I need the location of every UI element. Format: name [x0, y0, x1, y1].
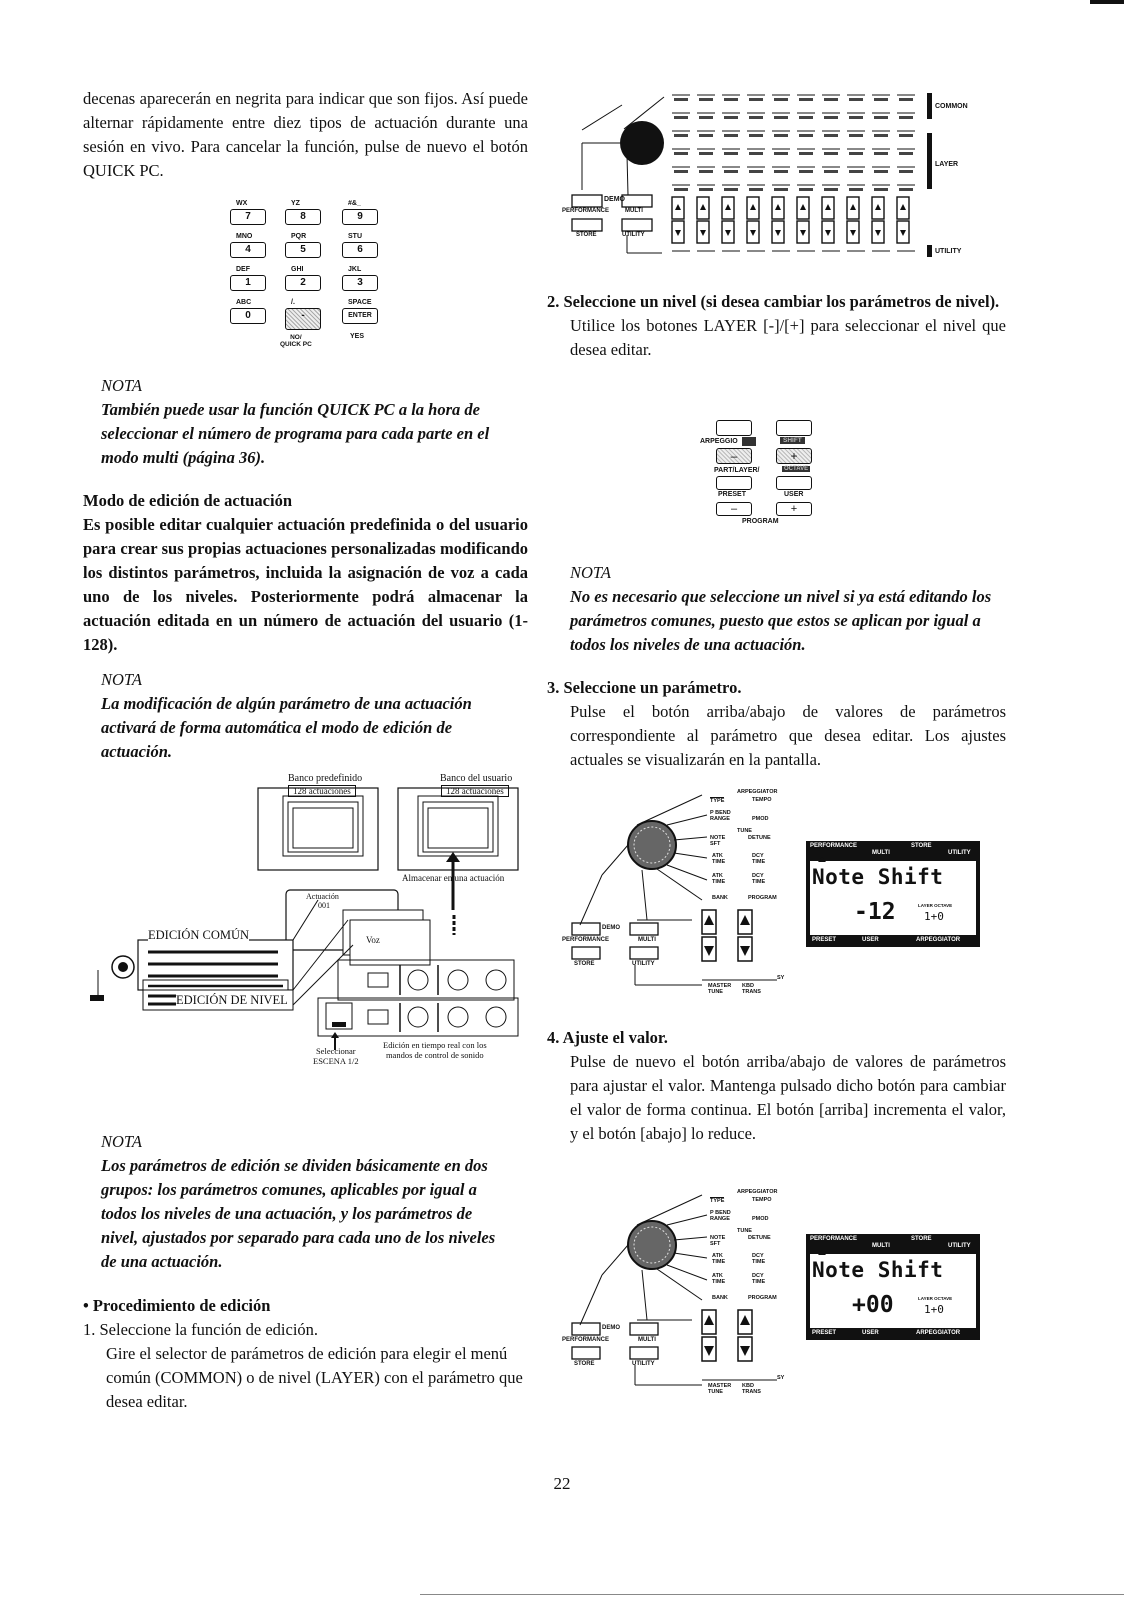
knob-figure-1 — [562, 785, 982, 1020]
param-label-text — [849, 134, 863, 137]
step2-block — [547, 290, 1006, 362]
param-label-text — [799, 134, 813, 137]
lcd1-bottom-arp: ARPEGGIATOR — [916, 937, 961, 943]
almacenar-label: Almacenar en una actuación — [402, 873, 505, 883]
k2-atk2: ATK TIME — [712, 1273, 726, 1285]
step4-body: Pulse de nuevo el botón arriba/abajo de valores de parámetros para ajustar el valor. Mantenga pulsado dicho botón para cambiar el valor de forma continua. El botón [arriba] incrementa el valor, y el botón [abajo] lo reduce. — [570, 1052, 1006, 1143]
quick-pc-label: NO/ QUICK PC — [280, 334, 312, 348]
arrow-down-icon — [825, 230, 831, 236]
param-label-text — [674, 116, 688, 119]
keypad-toplabel: MNO — [236, 233, 253, 240]
keypad-key-6[interactable]: 6 — [342, 242, 378, 258]
param-label-text — [899, 188, 913, 191]
arrow-up-icon — [825, 204, 831, 210]
banco-usr-label: Banco del usuario — [440, 773, 513, 784]
param-label-text — [799, 152, 813, 155]
arrow-up-icon — [800, 204, 806, 210]
keypad-toplabel: JKL — [348, 266, 362, 273]
k1-tempo: TEMPO — [752, 797, 772, 803]
step3-body: Pulse el botón arriba/abajo de valores de parámetros correspondiente al parámetro que desea editar. Los ajustes actuales se visualizarán en la pantalla. — [570, 702, 1006, 769]
keypad-toplabel: STU — [348, 233, 362, 240]
param-label-text — [799, 188, 813, 191]
param-label-text — [749, 188, 763, 191]
keypad-toplabel: SPACE — [348, 299, 372, 306]
k1-store: STORE — [574, 961, 595, 967]
k1-utility: UTILITY — [632, 961, 655, 967]
k2-performance: PERFORMANCE — [562, 1337, 610, 1343]
keypad-key-9[interactable]: 9 — [342, 209, 378, 225]
layer-plus-button[interactable] — [776, 448, 812, 464]
param-label-text — [799, 98, 813, 101]
nota2-block — [83, 668, 528, 764]
keypad-toplabel: ABC — [236, 299, 252, 306]
param-label-text — [774, 134, 788, 137]
param-label-text — [799, 116, 813, 119]
k2-program: PROGRAM — [748, 1295, 777, 1301]
param-label-text — [724, 134, 738, 137]
arrow-down-icon — [775, 230, 781, 236]
nota2-text: La modificación de algún parámetro de una actuación activará de forma automática el modo de edición de actuación. — [101, 694, 472, 761]
k2-note: NOTE SFT — [710, 1235, 726, 1247]
arpeggio-label: ARPEGGIO — [700, 438, 738, 445]
step1-body: Gire el selector de parámetros de edición para elegir el menú común (COMMON) o de nivel (LAYER) con el parámetro que desea editar. — [106, 1344, 523, 1411]
proc-title: • Procedimiento de edición — [83, 1296, 271, 1315]
param-label-text — [899, 134, 913, 137]
keypad-toplabel: #&_ — [348, 200, 361, 207]
step4-title: 4. Ajuste el valor. — [547, 1028, 668, 1047]
lcd2-bottom-arp: ARPEGGIATOR — [916, 1330, 961, 1336]
panel-multi-label: MULTI — [625, 208, 643, 214]
edit-panel-svg — [562, 85, 1022, 265]
param-label-text — [824, 188, 838, 191]
tiempo-real-label: Edición en tiempo real con los mandos de control de sonido — [383, 1040, 487, 1060]
lcd2-top-utility: UTILITY — [948, 1243, 971, 1249]
k1-tune: TUNE — [737, 828, 752, 834]
arrow-up-icon — [675, 204, 681, 210]
arrow-up-icon — [875, 204, 881, 210]
lcd1-bottom-user: USER — [862, 937, 879, 943]
arrow-down-icon — [700, 230, 706, 236]
k1-dcy: DCY TIME — [752, 853, 766, 865]
keypad-key-5[interactable]: 5 — [285, 242, 321, 258]
banco-pre-sub: 128 actuaciones — [288, 785, 356, 797]
actuacion-label: Actuación — [306, 892, 339, 901]
panel-store-label: STORE — [576, 232, 597, 238]
keypad-key--[interactable]: - — [285, 308, 321, 330]
keypad-key-enter[interactable]: ENTER — [342, 308, 378, 324]
lcd1-top-performance: PERFORMANCE — [810, 843, 858, 849]
step3-block — [547, 676, 1006, 772]
k1-sy: SY — [777, 975, 785, 981]
k1-arp: ARPEGGIATOR — [737, 789, 778, 795]
param-label-text — [774, 116, 788, 119]
lcd2-layer-oct: LAYER OCTAVE — [918, 1296, 953, 1301]
param-label-text — [874, 116, 888, 119]
edit-structure-diagram — [88, 760, 528, 1080]
lcd2-bottom-user: USER — [862, 1330, 879, 1336]
edit-panel-figure — [562, 85, 1022, 265]
arrow-up-icon — [900, 204, 906, 210]
k2-demo: DEMO — [602, 1325, 620, 1331]
nota4-heading: NOTA — [570, 563, 611, 582]
yes-label: YES — [350, 333, 365, 340]
seleccionar-label: Seleccionar ESCENA 1/2 — [313, 1046, 359, 1066]
arrow-up-icon — [775, 204, 781, 210]
edicion-nivel-label: EDICIÓN DE NIVEL — [176, 993, 288, 1007]
k2-tempo: TEMPO — [752, 1197, 772, 1203]
param-label-text — [899, 116, 913, 119]
arrow-down-icon — [675, 230, 681, 236]
lcd2-top-multi: MULTI — [872, 1243, 890, 1249]
nota3-text: Los parámetros de edición se dividen básicamente en dos grupos: los parámetros comunes, aplicables por igual a todos los niveles de una actuación, y los parámetros de nivel, ajustados por separado para cada uno de los niveles de una actuación. — [101, 1156, 496, 1271]
step4-block — [547, 1026, 1006, 1146]
k1-performance: PERFORMANCE — [562, 937, 610, 943]
keypad-toplabel: PQR — [291, 233, 307, 240]
param-label-text — [874, 170, 888, 173]
k2-pbend: P BEND RANGE — [710, 1210, 731, 1222]
lcd2-line1: Note Shift — [812, 1258, 944, 1282]
param-label-text — [774, 152, 788, 155]
page-number: 22 — [553, 1474, 571, 1493]
k1-program: PROGRAM — [748, 895, 777, 901]
param-label-text — [699, 134, 713, 137]
modo-body: Es posible editar cualquier actuación predefinida o del usuario para crear sus propias actuaciones personalizadas modificando los distintos parámetros, incluida la asignación de voz a cada uno de los niveles. Posteriormente podrá almacenar la actuación editada en un número de actuación del usuario (1-128). — [83, 515, 528, 654]
layer-keys-figure — [700, 418, 830, 538]
knob-figure-2 — [562, 1185, 982, 1420]
param-label-text — [724, 170, 738, 173]
lcd2-top-store: STORE — [911, 1236, 932, 1242]
layer-minus-button[interactable] — [716, 448, 752, 464]
intro-paragraph — [83, 87, 528, 183]
param-label-text — [749, 152, 763, 155]
param-label-text — [874, 134, 888, 137]
param-label-text — [874, 188, 888, 191]
param-label-text — [824, 116, 838, 119]
lcd-display-2 — [806, 1234, 980, 1340]
panel-utility-btn-label: UTILITY — [622, 232, 645, 238]
banco-usr-sub: 128 actuaciones — [441, 785, 509, 797]
k1-bank: BANK — [712, 895, 728, 901]
lcd1-small: 1+0 — [924, 910, 944, 923]
param-label-text — [874, 98, 888, 101]
k2-multi: MULTI — [638, 1337, 656, 1343]
nota2-heading: NOTA — [101, 670, 142, 689]
bottom-rule — [420, 1594, 1124, 1595]
step2-body: Utilice los botones LAYER [-]/[+] para seleccionar el nivel que desea editar. — [570, 316, 1006, 359]
k2-kbd: KBD TRANS — [742, 1383, 761, 1395]
k2-pmod: PMOD — [752, 1216, 769, 1222]
k1-atk2: ATK TIME — [712, 873, 726, 885]
param-label-text — [724, 116, 738, 119]
param-label-text — [699, 188, 713, 191]
k2-tune: TUNE — [737, 1228, 752, 1234]
plus-symbol: + — [790, 449, 798, 463]
param-label-text — [899, 170, 913, 173]
lcd1-top-utility: UTILITY — [948, 850, 971, 856]
k1-demo: DEMO — [602, 925, 620, 931]
param-label-text — [899, 152, 913, 155]
k2-type: TYPE — [710, 1198, 725, 1204]
preset-label: PRESET — [718, 491, 747, 498]
k2-store: STORE — [574, 1361, 595, 1367]
program-minus-button[interactable] — [716, 502, 752, 516]
panel-common-label: COMMON — [935, 103, 968, 110]
k2-arp: ARPEGGIATOR — [737, 1189, 778, 1195]
lcd2-top-performance: PERFORMANCE — [810, 1236, 858, 1242]
k2-dcy2: DCY TIME — [752, 1273, 766, 1285]
keypad-key-7[interactable]: 7 — [230, 209, 266, 225]
keypad-toplabel: YZ — [291, 200, 300, 207]
keypad-toplabel: GHI — [291, 266, 304, 273]
lcd1-top-multi: MULTI — [872, 850, 890, 856]
nota4-block — [570, 561, 1006, 657]
param-label-text — [724, 152, 738, 155]
user-button[interactable] — [776, 476, 812, 490]
arrow-up-icon — [850, 204, 856, 210]
corner-mark — [1090, 0, 1124, 4]
panel-utility-label: UTILITY — [935, 248, 962, 255]
program-plus-symbol: + — [790, 503, 798, 515]
param-label-text — [849, 152, 863, 155]
arrow-up-icon — [700, 204, 706, 210]
actuacion-num: 001 — [318, 901, 330, 910]
keypad-toplabel: DEF — [236, 266, 250, 273]
nota3-heading: NOTA — [101, 1132, 142, 1151]
lcd2-cursor-up — [818, 1250, 826, 1255]
param-label-text — [674, 98, 688, 101]
step2-title: 2. Seleccione un nivel (si desea cambiar los parámetros de nivel). — [547, 292, 1000, 311]
param-label-text — [824, 98, 838, 101]
intro-text: decenas aparecerán en negrita para indicar que son fijos. Así puede alternar rápidamente entre diez tipos de actuación durante una sesión en vivo. Para cancelar la función, pulse de nuevo el botón QUICK PC. — [83, 89, 528, 180]
keypad-key-4[interactable]: 4 — [230, 242, 266, 258]
arrow-down-icon — [725, 230, 731, 236]
param-label-text — [749, 170, 763, 173]
keypad-toplabel: WX — [236, 200, 248, 207]
arrow-up-icon — [750, 204, 756, 210]
param-label-text — [674, 170, 688, 173]
banco-pre-label: Banco predefinido — [288, 773, 363, 784]
param-label-text — [749, 116, 763, 119]
lcd1-bottom-preset: PRESET — [812, 937, 837, 943]
arrow-down-icon — [900, 230, 906, 236]
minus-symbol: – — [730, 449, 738, 463]
param-label-text — [849, 98, 863, 101]
param-label-text — [774, 98, 788, 101]
param-label-text — [774, 188, 788, 191]
param-label-text — [699, 98, 713, 101]
keypad-figure — [230, 200, 400, 350]
edit-structure-svg — [88, 760, 528, 1080]
keypad-key-1[interactable]: 1 — [230, 275, 266, 291]
keypad-key-8[interactable]: 8 — [285, 209, 321, 225]
arrow-down-icon — [850, 230, 856, 236]
param-label-text — [749, 134, 763, 137]
arrow-down-icon — [800, 230, 806, 236]
k1-pmod: PMOD — [752, 816, 769, 822]
shift-badge: SHIFT — [780, 437, 805, 444]
lcd2-small: 1+0 — [924, 1303, 944, 1316]
param-label-text — [824, 134, 838, 137]
nota3-block — [83, 1130, 528, 1274]
k1-kbd: KBD TRANS — [742, 983, 761, 995]
lcd1-cursor-up — [818, 857, 826, 862]
lcd1-line1: Note Shift — [812, 865, 944, 889]
k2-detune: DETUNE — [748, 1235, 771, 1241]
param-label-text — [849, 116, 863, 119]
part-layer-label: PART/LAYER/ — [714, 467, 760, 474]
k1-note: NOTE SFT — [710, 835, 726, 847]
param-label-text — [849, 188, 863, 191]
param-label-text — [674, 188, 688, 191]
param-label-text — [699, 152, 713, 155]
program-label: PROGRAM — [742, 518, 779, 525]
user-label: USER — [784, 491, 804, 498]
lcd1-screen — [810, 861, 976, 935]
proc-block — [83, 1294, 528, 1414]
keypad-toplabel: /. — [291, 299, 295, 306]
lcd1-layer-oct: LAYER OCTAVE — [918, 903, 953, 908]
panel-demo-label: DEMO — [604, 196, 625, 203]
param-label-text — [674, 152, 688, 155]
param-label-text — [849, 170, 863, 173]
preset-button[interactable] — [716, 476, 752, 490]
lcd1-line2: -12 — [854, 899, 896, 925]
lcd2-line2: +00 — [852, 1292, 894, 1318]
voz-label: Voz — [366, 935, 380, 945]
keypad-key-3[interactable]: 3 — [342, 275, 378, 291]
keypad-key-0[interactable]: 0 — [230, 308, 266, 324]
k1-master: MASTER TUNE — [708, 983, 732, 995]
k2-utility: UTILITY — [632, 1361, 655, 1367]
param-label-text — [899, 98, 913, 101]
arpeggio-on-badge — [742, 437, 756, 446]
arrow-up-icon — [725, 204, 731, 210]
k1-detune: DETUNE — [748, 835, 771, 841]
param-label-text — [674, 134, 688, 137]
param-label-text — [724, 188, 738, 191]
k2-dcy: DCY TIME — [752, 1253, 766, 1265]
param-label-text — [749, 98, 763, 101]
lcd2-screen — [810, 1254, 976, 1328]
k1-dcy2: DCY TIME — [752, 873, 766, 885]
panel-layer-label: LAYER — [935, 161, 959, 168]
nota1-block — [83, 374, 528, 470]
param-label-text — [824, 152, 838, 155]
arrow-down-icon — [875, 230, 881, 236]
param-label-text — [699, 116, 713, 119]
lcd1-top-store: STORE — [911, 843, 932, 849]
k2-master: MASTER TUNE — [708, 1383, 732, 1395]
lcd2-bottom-preset: PRESET — [812, 1330, 837, 1336]
nota4-text: No es necesario que seleccione un nivel si ya está editando los parámetros comunes, puesto que estos se aplican por igual a todos los niveles de una actuación. — [570, 587, 992, 654]
k1-pbend: P BEND RANGE — [710, 810, 731, 822]
param-label-text — [724, 98, 738, 101]
k1-multi: MULTI — [638, 937, 656, 943]
key-top-left[interactable] — [716, 420, 752, 436]
edicion-comun-label: EDICIÓN COMÚN — [148, 928, 250, 942]
param-label-text — [699, 170, 713, 173]
param-label-text — [824, 170, 838, 173]
modo-title: Modo de edición de actuación — [83, 491, 292, 510]
keypad-key-2[interactable]: 2 — [285, 275, 321, 291]
panel-performance-label: PERFORMANCE — [562, 208, 610, 214]
program-plus-button[interactable] — [776, 502, 812, 516]
lcd-display-1 — [806, 841, 980, 947]
arrow-down-icon — [750, 230, 756, 236]
modo-block — [83, 489, 528, 657]
param-label-text — [799, 170, 813, 173]
param-label-text — [774, 170, 788, 173]
k1-atk: ATK TIME — [712, 853, 726, 865]
nota1-heading: NOTA — [101, 376, 142, 395]
key-top-right[interactable] — [776, 420, 812, 436]
k2-sy: SY — [777, 1375, 785, 1381]
nota1-text: También puede usar la función QUICK PC a la hora de seleccionar el número de programa para cada parte en el modo multi (página 36). — [101, 400, 490, 467]
param-label-text — [874, 152, 888, 155]
step3-title: 3. Seleccione un parámetro. — [547, 678, 742, 697]
step1-title: 1. Seleccione la función de edición. — [83, 1320, 319, 1339]
program-minus-symbol: – — [730, 503, 738, 515]
k2-atk: ATK TIME — [712, 1253, 726, 1265]
k2-bank: BANK — [712, 1295, 728, 1301]
octave-badge: OCTAVE — [784, 466, 809, 472]
k1-type: TYPE — [710, 798, 725, 804]
